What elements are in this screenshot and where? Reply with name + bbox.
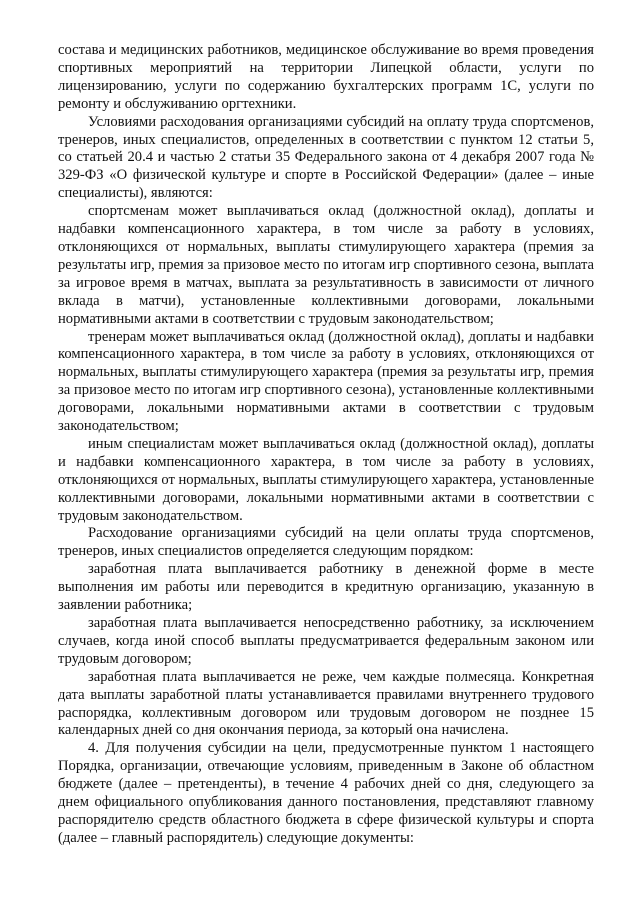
paragraph-salary-direct: заработная плата выплачивается непосредственно работнику, за исключением случаев, когда иной способ выплаты предусматривается федеральным законом или трудовым договором; xyxy=(58,615,594,667)
paragraph-other-specialists-payments: иным специалистам может выплачиваться оклад (должностной оклад), доплаты и надбавки компенсационного характера, в том числе за работу в условиях, отклоняющихся от нормальных, выплаты стимулирующего характера, установленные коллективными договорами, локальными нормативными актами в соответствии с трудовым законодательством. xyxy=(58,435,594,524)
paragraph-subsidy-conditions-intro: Условиями расходования организациями субсидий на оплату труда спортсменов, тренеров, иных специалистов, определенных в соответствии с пунктом 12 статьи 5, со статьей 20.4 и частью 2 статьи 35 Федерального закона от 4 декабря 2007 года № 329-ФЗ «О физической культуре и спорте в Российской Федерации» (далее – иные специалисты), являются: xyxy=(58,113,594,202)
paragraph-salary-frequency: заработная плата выплачивается не реже, чем каждые полмесяца. Конкретная дата выплаты заработной платы устанавливается правилами внутреннего трудового распорядка, коллективным договором или трудовым договором не позднее 15 календарных дней со дня окончания периода, за который она начислена. xyxy=(58,668,594,739)
paragraph-section-4-documents: 4. Для получения субсидии на цели, предусмотренные пунктом 1 настоящего Порядка, организации, отвечающие условиям, приведенным в Законе об областном бюджете (далее – претенденты), в течение 4 рабочих дней со дня, следующего за днем официального опубликования данного постановления, представляют главному распорядителю средств областного бюджета в сфере физической культуры и спорта (далее – главный распорядитель) следующие документы: xyxy=(58,740,594,846)
document-body xyxy=(58,42,594,848)
paragraph-salary-form: заработная плата выплачивается работнику в денежной форме в месте выполнения им работы или переводится в кредитную организацию, указанную в заявлении работника; xyxy=(58,561,594,614)
paragraph-medical-services-continuation: состава и медицинских работников, медицинское обслуживание во время проведения спортивных мероприятий на территории Липецкой области, услуги по лицензированию, услуги по содержанию бухгалтерских программ 1С, услуги по ремонту и обслуживанию оргтехники. xyxy=(58,42,594,112)
paragraph-coaches-payments: тренерам может выплачиваться оклад (должностной оклад), доплаты и надбавки компенсационного характера, в том числе за работу в условиях, отклоняющихся от нормальных, выплаты стимулирующего характера (премия за результаты игр, премия за призовое место по итогам игр спортивного сезона), установленные коллективными договорами, локальными нормативными актами в соответствии с трудовым законодательством; xyxy=(58,328,594,435)
paragraph-salary-order-intro: Расходование организациями субсидий на цели оплаты труда спортсменов, тренеров, иных специалистов определяется следующим порядком: xyxy=(58,525,594,560)
paragraph-athletes-payments: спортсменам может выплачиваться оклад (должностной оклад), доплаты и надбавки компенсационного характера, в том числе за работу в условиях, отклоняющихся от нормальных, выплаты стимулирующего характера (премия за результаты игр, премия за призовое место по итогам игр спортивного сезона, выплата за игровое время в матчах, выплата за результативность в зависимости от личного вклада в матчи), установленные коллективными договорами, локальными нормативными актами в соответствии с трудовым законодательством; xyxy=(58,203,594,327)
